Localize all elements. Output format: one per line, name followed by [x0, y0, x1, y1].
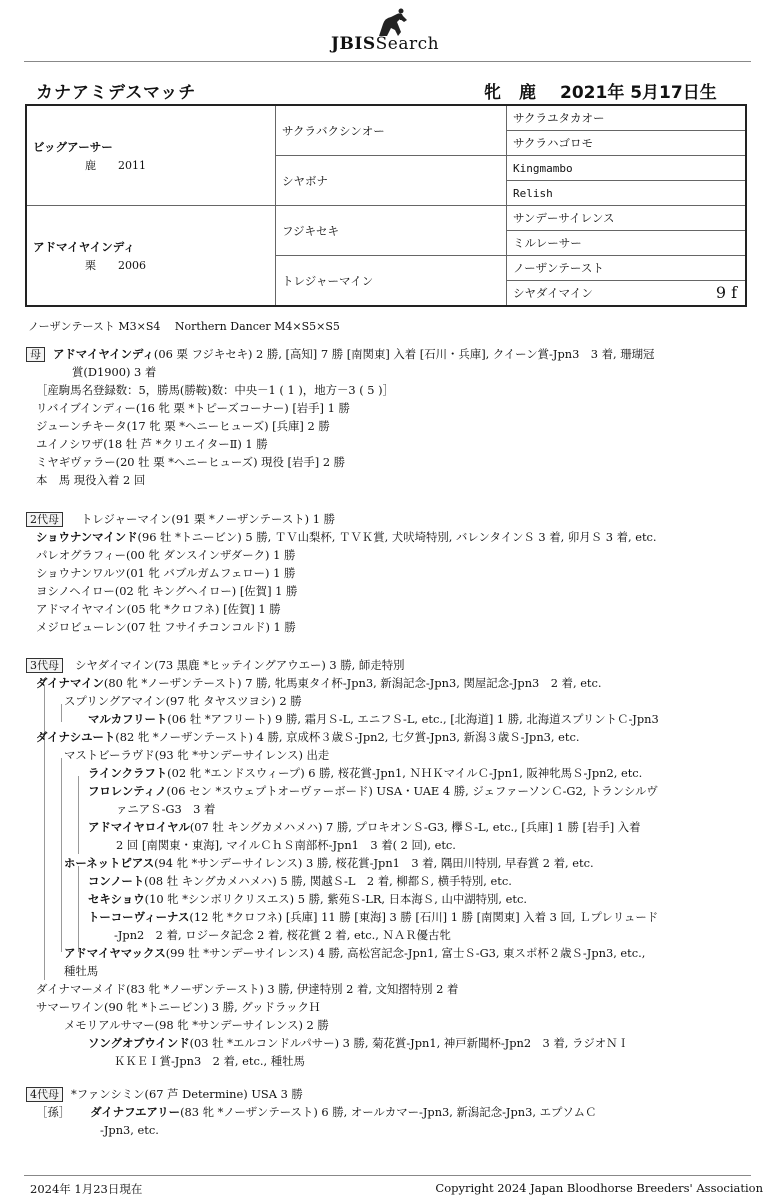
pedigree-gen3-1[interactable]: サクラユタカオー — [507, 105, 747, 131]
horse-name: カナアミデスマッチ — [36, 83, 197, 103]
fourth-dam-section: 4代母 *ファンシミン(67 芦 Determine) USA 3 勝 ［孫］ ダイナフエアリー(83 牝 *ノーザンテースト) 6 勝, オールカマー-Jpn3, 新潟記念-Jpn3, エプソムＣ -Jpn3, etc. — [26, 1085, 596, 1139]
list-item: メジロビューレン(07 牡 フサイチコンコルド) 1 勝 — [36, 620, 296, 634]
inbreeding-note: ノーザンテースト M3×S4 Northern Dancer M4×S5×S5 — [28, 320, 340, 333]
section-tag-dam: 母 — [26, 347, 45, 362]
pedigree-gen2-3[interactable]: フジキセキ — [276, 206, 507, 256]
horse-info — [484, 78, 735, 103]
list-item: ジューンチキータ(17 牝 栗 *ヘニーヒューズ) [兵庫] 2 勝 — [36, 419, 330, 433]
jbis-logo[interactable] — [331, 8, 461, 54]
pedigree-gen2-4[interactable]: トレジャーマイン — [276, 256, 507, 307]
dam-name[interactable]: アドマイヤインディ — [53, 347, 154, 361]
pedigree-gen2-1[interactable]: サクラバクシンオー — [276, 105, 507, 156]
section-tag-2nd-dam: 2代母 — [26, 512, 63, 527]
pedigree-gen3-4[interactable]: Relish — [507, 181, 747, 206]
pedigree-gen3-5[interactable]: サンデーサイレンス — [507, 206, 747, 231]
section-tag-3rd-dam: 3代母 — [26, 658, 63, 673]
pedigree-table — [25, 104, 747, 307]
logo-text: JBISSearch — [331, 34, 440, 54]
footer-copyright: Copyright 2024 Japan Bloodhorse Breeders' Association — [435, 1181, 763, 1195]
list-item: アドマイヤマイン(05 牝 *クロフネ) [佐賀] 1 勝 — [36, 602, 281, 616]
footer-date: 2024年 1月23日現在 — [30, 1182, 143, 1196]
pedigree-sire[interactable]: ビッグアーサー 鹿 2011 — [26, 105, 276, 206]
horse-color: 鹿 — [519, 83, 536, 103]
list-item: 本 馬 現役入着 2 回 — [36, 473, 146, 487]
horse-sex: 牝 — [484, 83, 501, 103]
horse-birth: 2021年 5月17日生 — [560, 83, 717, 103]
pedigree-dam[interactable]: アドマイヤインディ 栗 2006 — [26, 206, 276, 307]
pedigree-gen3-3[interactable]: Kingmambo — [507, 156, 747, 181]
list-item: ショウナンワルツ(01 牝 バブルガムフェロー) 1 勝 — [36, 566, 296, 580]
pedigree-gen2-2[interactable]: シヤボナ — [276, 156, 507, 206]
list-item: ヨシノヘイロー(02 牝 キングヘイロー) [佐賀] 1 勝 — [36, 584, 298, 598]
family-number: 9 f — [715, 283, 737, 302]
list-item: パレオグラフィー(00 牝 ダンスインザダーク) 1 勝 — [36, 548, 296, 562]
dam-section: 母 アドマイヤインディ(06 栗 フジキセキ) 2 勝, [高知] 7 勝 [南関東] 入着 [石川・兵庫], クイーン賞-Jpn3 3 着, 珊瑚冠 賞(D1900) 3 着 ［産駒馬名登録数：5，勝馬(勝鞍)数：中央－1 ( 1 )，地方－3 ( 5 )］ リバイブインディー(16 牝 栗 *トピーズコーナー) [岩手] 1 勝 ジューンチキータ(17 牝 栗 *ヘニーヒューズ) [兵庫] 2 勝 ユイノシワザ(18 牡 芦 *クリエイターⅡ) 1 勝 ミヤギヴァラー(20 牡 栗 *ヘニーヒューズ) 現役 [岩手] 2 勝 本 馬 現役入着 2 回 — [26, 345, 654, 489]
pedigree-gen3-2[interactable]: サクラハゴロモ — [507, 131, 747, 156]
footer-divider — [24, 1175, 751, 1176]
pedigree-gen3-8[interactable]: シヤダイマイン 9 f — [507, 281, 747, 307]
pedigree-gen3-7[interactable]: ノーザンテースト — [507, 256, 747, 281]
list-item: ユイノシワザ(18 牡 芦 *クリエイターⅡ) 1 勝 — [36, 437, 268, 451]
list-item: ミヤギヴァラー(20 牡 栗 *ヘニーヒューズ) 現役 [岩手] 2 勝 — [36, 455, 346, 469]
third-dam-section: 3代母 シヤダイマイン(73 黒鹿 *ヒッテイングアウエー) 3 勝, 師走特別 ダイナマイン(80 牝 *ノーザンテースト) 7 勝, 牝馬東タイ杯-Jpn3, 新潟記念-Jpn3, 関屋記念-Jpn3 2 着, etc. スプリングアマイン(97 牝 タヤスツヨシ) 2 勝 マルカフリート(06 牡 *アフリート) 9 勝, 霜月Ｓ-L, エニフＳ-L, etc., [北海道] 1 勝, 北海道スプリントＣ-Jpn3 ダイナシユート(82 牝 *ノーザンテースト) 4 勝, 京成杯３歳Ｓ-Jpn2, 七夕賞-Jpn3, 新潟３歳Ｓ-Jpn3, etc. マストビーラヴド(93 牝 *サンデーサイレンス) 出走 ラインクラフト(02 牝 *エンドスウィープ) 6 勝, 桜花賞-Jpn1, ＮＨＫマイルＣ-Jpn1, 阪神牝馬Ｓ-Jpn2, etc. フロレンティノ(06 セン *スウェプトオーヴァーボード) USA・UAE 4 勝, ジェファーソンＣ-G2, トランシルヴ ァニアＳ-G3 3 着 アドマイヤロイヤル(07 牡 キングカメハメハ) 7 勝, プロキオンＳ-G3, 欅Ｓ-L, etc., [兵庫] 1 勝 [岩手] 入着 2 回 [南関東・東海], マイルＣｈＳ南部杯-Jpn1 3 着( 2 回), etc. ホーネットピアス(94 牝 *サンデーサイレンス) 3 勝, 桜花賞-Jpn1 3 着, 隅田川特別, 早春賞 2 着, etc. コンノート(08 牡 キングカメハメハ) 5 勝, 関越Ｓ-L 2 着, 柳都Ｓ, 横手特別, etc. セキショウ(10 牝 *シンボリクリスエス) 5 勝, 紫苑Ｓ-LR, 日本海Ｓ, 山中湖特別, etc. トーコーヴィーナス(12 牝 *クロフネ) [兵庫] 11 勝 [東海] 3 勝 [石川] 1 勝 [南関東] 入着 3 回, Ｌプレリュード -Jpn2 2 着, ロジータ記念 2 着, 桜花賞 2 着, etc., ＮＡＲ優古牝 アドマイヤマックス(99 牡 *サンデーサイレンス) 4 勝, 高松宮記念-Jpn1, 富士Ｓ-G3, 東スポ杯２歳Ｓ-Jpn3, etc., 種牡馬 ダイナマーメイド(83 牝 *ノーザンテースト) 3 勝, 伊達特別 2 着, 文知摺特別 2 着 サマーワイン(90 牝 *トニービン) 3 勝, グッドラックＨ メモリアルサマー(98 牝 *サンデーサイレンス) 2 勝 ソングオブウインド(03 牡 *エルコンドルパサー) 3 勝, 菊花賞-Jpn1, 神戸新聞杯-Jpn2 3 着, ラジオＮＩ ＫＫＥＩ賞-Jpn3 2 着, etc., 種牡馬 — [26, 656, 659, 1070]
second-dam-section: 2代母 トレジャーマイン(91 栗 *ノーザンテースト) 1 勝 ショウナンマインド(96 牡 *トニービン) 5 勝, ＴＶ山梨杯, ＴＶＫ賞, 犬吠埼特別, バレンタインＳ 3 着, 卯月Ｓ 3 着, etc. パレオグラフィー(00 牝 ダンスインザダーク) 1 勝 ショウナンワルツ(01 牝 バブルガムフェロー) 1 勝 ヨシノヘイロー(02 牝 キングヘイロー) [佐賀] 1 勝 アドマイヤマイン(05 牝 *クロフネ) [佐賀] 1 勝 メジロビューレン(07 牡 フサイチコンコルド) 1 勝 — [26, 510, 657, 636]
pedigree-gen3-6[interactable]: ミルレーサー — [507, 231, 747, 256]
section-tag-4th-dam: 4代母 — [26, 1087, 63, 1102]
header-divider — [24, 61, 751, 62]
list-item: リバイブインディー(16 牝 栗 *トピーズコーナー) [岩手] 1 勝 — [36, 401, 350, 415]
